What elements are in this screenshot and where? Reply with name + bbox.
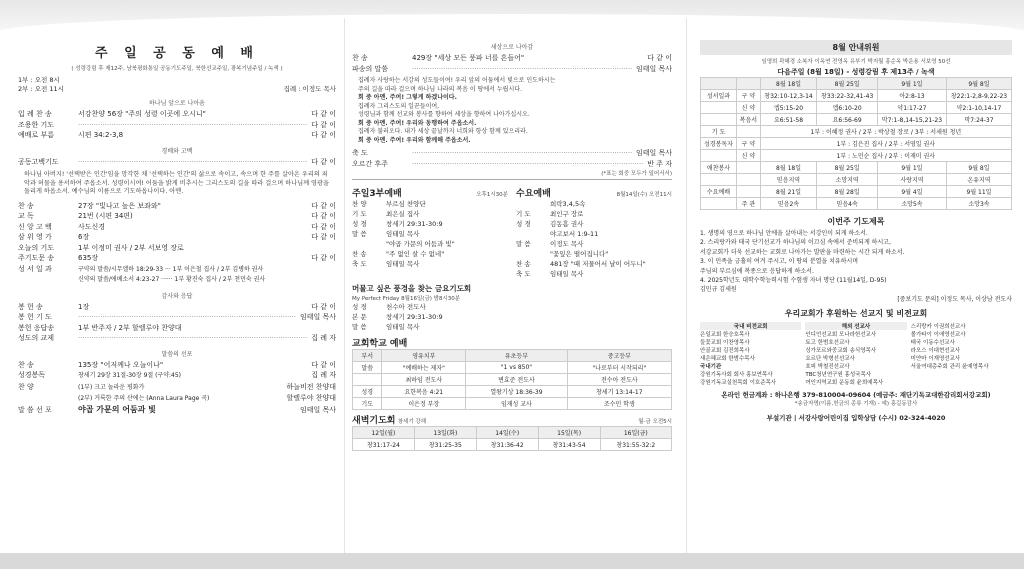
affiliated-org: 부설기관 | 서강사랑어린이집 입학상담 (수시) 02-324-4020	[766, 414, 946, 423]
order-row: 입 례 찬 송 서강찬양 56장 "주의 성령 이곳에 오시니" 다 같 이	[18, 110, 336, 118]
table-cell: 1부 : 노민순 집사 / 2부 : 이재미 권사	[760, 150, 1011, 162]
table-cell: "예배하는 제자"	[382, 362, 466, 374]
list-item: 본 문 창세기 29:31-30:9	[352, 313, 443, 321]
table-row	[353, 362, 672, 374]
mission-col	[805, 322, 906, 386]
table-cell: 열왕기상 18:36-39	[466, 386, 567, 398]
table-cell: 9월 8일	[946, 162, 1011, 174]
table-header: 9월 8일	[946, 78, 1011, 90]
table-cell: 9월 4일	[877, 186, 946, 198]
table-cell: 애찬봉사	[701, 162, 737, 174]
mission-item: 안골교회 김진희목사	[700, 348, 750, 355]
prayer-item: 주님의 부르심에 복종으로 응답하게 하소서.	[700, 267, 814, 275]
dawn-title: 새벽기도회	[352, 416, 396, 426]
table-cell: 기 도	[701, 126, 737, 138]
list-item: 말 씀 임태일 목사	[352, 230, 420, 238]
prayer-item: 4. 2025학년도 대학수학능력시험 수험생 자녀 명단 (11월14일, D-95)	[700, 277, 887, 285]
table-cell: 창31:55-32:2	[600, 439, 671, 451]
mission-title: 우리교회가 후원하는 선교지 및 비전교회	[784, 309, 928, 319]
reading-line: 회 중 아멘. 주여! 우리와 동행하여 주옵소서.	[358, 119, 477, 127]
table-header: 13일(화)	[414, 427, 476, 439]
order-row: 찬 송 27장 "빛나고 높은 보좌와" 다 같 이	[18, 201, 336, 210]
table-cell	[737, 126, 761, 138]
table-cell: 요한복음 4:21	[382, 386, 466, 398]
table-cell	[737, 186, 761, 198]
order-row: 신 앙 고 백 사도신경 다 같 이	[18, 222, 336, 231]
worship-order-column	[18, 30, 336, 553]
prayer-item: 1. 생명의 영으로 하나님 안에을 살아내는 서강인이 되게 하소서.	[700, 230, 868, 237]
table-cell: 소망지역	[817, 174, 878, 186]
dawn-table	[352, 426, 672, 451]
announcement-column	[700, 30, 1012, 553]
table-cell: 8월 21일	[760, 186, 817, 198]
order-row: 삼 위 영 가 6장 다 같 이	[18, 233, 336, 241]
officiant: 집례 : 이정도 목사	[283, 85, 336, 93]
order-row: 성경봉독 창세기 29장 31절-30장 9절 (구약:45) 집 례 자	[18, 371, 336, 379]
service-time-1: 1부 : 오전 8시	[18, 76, 60, 84]
table-row	[701, 114, 1012, 126]
table-cell: 약1:17-27	[877, 102, 946, 114]
mission-item: 토고 한범호선교사	[805, 340, 850, 347]
mission-item: 새은혜교회 한범수목사	[700, 356, 755, 363]
table-cell: 변효준 전도사	[466, 374, 567, 386]
table-header: 8월 18일	[760, 78, 817, 90]
list-item: 기 도 최은실 집사	[352, 210, 420, 218]
order-row: 주기도문 송 635장 다 같 이	[18, 254, 336, 262]
table-cell: 엡5:15-20	[760, 102, 817, 114]
reading-line: 성령님과 함께 선교와 봉사를 향하여 세상을 향하여 나아가십시오.	[358, 111, 530, 118]
table-row	[701, 126, 1012, 138]
table-cell: 믿음2속	[760, 198, 817, 210]
order-row: 조용한 기도 ····· 다 같 이	[18, 120, 336, 131]
table-cell: 창31:43-54	[538, 439, 600, 451]
list-item: 성 경 김동흠 권사	[516, 220, 584, 228]
order-row: 오르간 후주 ····· 반 주 자	[352, 159, 672, 170]
ushers-title: 8월 안내위원	[700, 40, 1012, 55]
prayer-item: 서강교회가 더욱 선교하는 교회로 나아가는 발판을 마련하는 시간 되게 하소서.	[700, 248, 905, 256]
table-cell: 9월 1일	[877, 162, 946, 174]
table-cell: 성경봉독자	[701, 138, 737, 150]
list-item: 성 경 천수아 전도사	[352, 303, 426, 311]
wednesday-service: 수요예배 8월14일(수) 오전11시 희락3,4,5속 기 도 최인구 장로 성 경 김동흠 권사 야고보서 1:9-11 말 씀 이정도 목사 "꽃잎은 떨어집니다" 찬 송 481장 "때 저물어서 날이 어두니" 축 도 임태일 목사	[516, 189, 672, 278]
table-cell: "나로부터 시작되리"	[567, 362, 671, 374]
mission-item: 강원기독교실천목회 이호준목사	[700, 380, 777, 387]
list-item: 찬 양 부르심 찬양단	[352, 200, 426, 208]
order-row: 예배로 부름 시편 34:2-3,8 다 같 이	[18, 131, 336, 139]
mission-item: 들꽃교회 이찬영목사	[700, 340, 750, 347]
table-cell	[737, 162, 761, 174]
table-cell: 이은정 부장	[382, 398, 466, 410]
order-row: 봉헌 응답송 1부 반주자 / 2부 할렐루야 찬양대	[18, 323, 182, 332]
list-item: 성 경 창세기 29:31-30:9	[352, 220, 443, 228]
subtitle: ( 성령강림 후 제12주, 남북평화통일 공동기도주일, 북한선교주일, 광복기념주일 / 녹색 )	[71, 66, 283, 72]
order-row: 오늘의 기도 1부 이정미 권사 / 2부 서보영 장로	[18, 243, 184, 252]
page-title: 주 일 공 동 예 배	[95, 46, 259, 61]
order-row: 봉 헌 송 1장 다 같 이	[18, 302, 336, 311]
table-cell: 믿음지역	[760, 174, 817, 186]
reading-line: 주의 길을 따라 걸으며 하나님 나라의 복음 이 땅에서 누립시다.	[358, 85, 522, 93]
list-item: 희락3,4,5속	[550, 200, 586, 208]
section-heading: 감사와 응답	[161, 292, 193, 300]
order-row: 축 도 ····· 임태일 목사	[352, 148, 672, 159]
table-cell: 창22:1-2,8-9,22-23	[946, 90, 1011, 102]
table-header	[701, 78, 737, 90]
school-title: 교회학교 예배	[352, 339, 408, 349]
table-row	[701, 198, 1012, 210]
mission-item: 여인지역교회 운동회 윤희예목사	[805, 380, 884, 387]
mission-heading: 국내기관	[700, 364, 722, 371]
list-item: 축 도 임태일 목사	[352, 260, 420, 268]
table-row	[353, 439, 672, 451]
fold-line	[344, 18, 345, 553]
table-header	[737, 78, 761, 90]
list-item: 찬 송 "주 없인 살 수 없네"	[352, 250, 445, 258]
table-cell: 1부 : 이혜정 권사 / 2부 : 박상철 장로 / 3부 : 서세원 청년	[760, 126, 1011, 138]
table-cell: 구 약	[737, 138, 761, 150]
table-cell: 창32:10-12,3-14	[760, 90, 817, 102]
account-note: *송금자명(이름,헌금의 종류 기재) - 예) 홍길동감사	[794, 401, 918, 408]
table-header: 중고등부	[567, 350, 671, 362]
table-cell: 말씀	[353, 362, 382, 374]
table-cell: 창세기 13:14-17	[567, 386, 671, 398]
table-row	[701, 102, 1012, 114]
table-cell: 막7:1-8,14-15,21-23	[877, 114, 946, 126]
reading-line: 회 중 아멘. 주여! 그렇게 하겠나이다.	[358, 94, 457, 101]
table-row	[701, 162, 1012, 174]
table-cell: "1 vs 850"	[466, 362, 567, 374]
table-header: 12일(월)	[353, 427, 415, 439]
table-cell: 소망3속	[946, 198, 1011, 210]
order-row: 말 씀 선 포 야곱 가문의 어둠과 빛 임태일 목사	[18, 404, 336, 414]
table-cell: 수요예배	[701, 186, 737, 198]
table-cell: 최하임 전도사	[382, 374, 466, 386]
table-row	[701, 174, 1012, 186]
table-row	[353, 398, 672, 410]
table-cell: 막7:24-37	[946, 114, 1011, 126]
section-heading: 하나님 앞으로 나아옴	[149, 100, 205, 107]
table-row	[701, 90, 1012, 102]
usher-names: 임영희 곽혜경 소복자 이옥연 전영옥 유부기 박지월 홍순옥 박운용 서보영 50선	[761, 59, 951, 65]
middle-column: 세상으로 나아감 찬 송 429장 "세상 모든 풍파 너를 흔들어" 다 같 이 파송의 말씀 ····· 임태일 목사 집례자 사랑하는 서강의 성도들이여! 우리 앞의 어둠에서 빛으로 인도하시는 주의 길을 따라 걸으며 하나님 나라의 복음 이 땅에서 누립시다. 회 중 아멘. 주여! 그렇게 하겠나이다. 집례자 그리스도의 일꾼들이여, 성령님과 함께 선교와 봉사를 향하여 세상을 향하여 나아가십시오. 회 중 아멘. 주여! 우리와 동행하여 주옵소서. 집례자 불러오다. 내가 세상 끝날까지 너희와 항상 함께 있으리라. 회 중 아멘. 주여! 우리와 함께해 주옵소서. 축 도 ····· 임태일 목사 오르간 후주 ····· 반 주 자 (*표는 회중 모두가 일어서서) 주일3부예배 오후1시30분 찬 양 부르심 찬양단 기 도 최은실 집사 성 경 창세기 29:31-30:9 말 씀 임태일 목사 "야곱 가문의 어둠과 빛" 찬 송 "주 없인 살 수 없네" 축 도 임태일 목사 수요예배 8월14일(수) 오전11시 희락3,4,5속 기 도 최인구 장로 성 경 김동흠 권사 야고보서 1:9-11 말 씀 이정도 목사 "꽃잎은 떨어집니다" 찬 송 481장 "때 저물어서 날이 어두니" 축 도 임태일 목사 머물고 싶은 풍경을 찾는 금요기도회 My Perfect Friday 8월16일(금) 밤8시30분 성 경 천수아 전도사 본 문 창세기 29:31-30:9 말 씀 임태일 목사 교회학교 예배 부서 영유치부 유초등부 중고등부 말씀 "예배하는 제자" "1 vs 850" "나로부터 시작되리" 최하임 전도사 변효준 전도사 전수아 전도사 성경 요한복음 4:21 열왕기상 18:36-39 창세기 13:14-17 기도 이은정 부장 임재성 교사 조수민 학생 새벽기도회 창세기 강해 월-금 오전5시 12일(월) 13일(화) 14일(수) 15일(목) 16일(금) 창31:17-24 창31:25-35 창31:36-42 창31:43-54 창31:55-32:2	[352, 30, 672, 553]
order-row: 신약의 말씀/에베소서 4:23-27 ······ 1부 황진숙 집사 / 2부 천민숙 권사	[78, 276, 266, 283]
fold-line	[686, 18, 687, 553]
mission-col	[700, 322, 801, 386]
table-cell: 사랑지역	[877, 174, 946, 186]
table-cell	[701, 174, 737, 186]
mission-list	[700, 322, 1012, 386]
table-cell: 9월 11일	[946, 186, 1011, 198]
table-cell: 주 관	[737, 198, 761, 210]
order-row: 찬 송 135장 "어저께나 오늘이나" 다 같 이	[18, 360, 336, 369]
table-cell: 창33:22-32,41-43	[817, 90, 878, 102]
table-cell: 요6:56-69	[817, 114, 878, 126]
schedule-table	[700, 77, 1012, 210]
table-cell: 성경	[353, 386, 382, 398]
table-cell: 창31:25-35	[414, 439, 476, 451]
order-row: 성도의 교제 ····· 집 례 자	[18, 333, 336, 344]
table-cell: 복음서	[737, 114, 761, 126]
prayer-item: 2. 스리랑카와 태국 단기선교가 하나님의 이끄심 속에서 준비되게 하시고,	[700, 239, 891, 247]
mission-item: 미얀마 이재영선교사	[910, 356, 961, 363]
table-cell: 창31:36-42	[476, 439, 538, 451]
mission-heading: 해외 선교사	[805, 322, 906, 330]
reading-line: 회 중 아멘. 주여! 우리와 함께해 주옵소서.	[358, 136, 471, 144]
mission-item: 태국 이동수선교사	[910, 340, 955, 347]
mission-col	[911, 322, 1012, 386]
table-cell: 8월 28일	[817, 186, 878, 198]
list-item: 야고보서 1:9-11	[550, 230, 599, 238]
table-cell: 전수아 전도사	[567, 374, 671, 386]
table-cell: 임재성 교사	[466, 398, 567, 410]
order-row: 교 독 21번 (시편 34편) 다 같 이	[18, 212, 336, 220]
mission-item: 은일교회 한승호목사	[700, 332, 750, 339]
order-row: 봉 헌 기 도 ····· 임태일 목사	[18, 312, 336, 323]
list-item: "꽃잎은 떨어집니다"	[550, 250, 609, 258]
table-cell	[701, 102, 737, 114]
table-header: 유초등부	[466, 350, 567, 362]
table-cell	[701, 150, 737, 162]
prayer-item: 3. 이 민족을 긍휼히 여겨 주시고, 이 땅의 분열을 치유하시며	[700, 258, 859, 266]
table-cell	[701, 114, 737, 126]
order-row: 찬 송 429장 "세상 모든 풍파 너를 흔들어" 다 같 이	[352, 54, 672, 62]
table-row	[353, 427, 672, 439]
table-header: 15일(목)	[538, 427, 600, 439]
mission-item: 인디언선교회 모나라헌선교사	[805, 332, 877, 339]
mission-item: 서울여대총주회 관리 윤예영목사	[910, 364, 989, 371]
table-header: 16일(금)	[600, 427, 671, 439]
mission-item: 스리랑카 이권희선교사	[910, 324, 966, 331]
mission-item: TBC청년연구원 홍성국목사	[805, 372, 872, 379]
standing-note: (*표는 회중 모두가 일어서서)	[601, 171, 672, 177]
table-cell: 엡6:10-20	[817, 102, 878, 114]
reading-line: 집례자 사랑하는 서강의 성도들이여! 우리 앞의 어둠에서 빛으로 인도하시는	[358, 77, 556, 84]
table-row	[701, 186, 1012, 198]
order-row: 공동고백기도 ····· 다 같 이	[18, 157, 336, 168]
school-table	[352, 349, 672, 410]
table-header: 8월 25일	[817, 78, 878, 90]
mission-item: 볼가타이 이애영선교사	[910, 332, 966, 339]
table-cell: 온유지역	[946, 174, 1011, 186]
table-cell	[701, 198, 737, 210]
table-cell: 성서일과	[701, 90, 737, 102]
table-row	[353, 350, 672, 362]
table-cell: 8월 18일	[760, 162, 817, 174]
mission-item: 요르단 박형선선교사	[805, 356, 855, 363]
friday-service: 머물고 싶은 풍경을 찾는 금요기도회 My Perfect Friday 8월16일(금) 밤8시30분 성 경 천수아 전도사 본 문 창세기 29:31-30:9 말 씀 임태일 목사	[352, 283, 672, 332]
table-cell: 1부 : 김은진 집사 / 2부 : 서영일 권사	[760, 138, 1011, 150]
table-cell: 기도	[353, 398, 382, 410]
section-heading: 경배와 고백	[161, 147, 193, 155]
table-header: 영유치부	[382, 350, 466, 362]
confession-prayer: 하나님 아버지! '선택받은 인간'임을 망각한 채 '선택하는 인간'의 삶으로 속이고, 속으며 한 주를 살아온 우리의 죄악과 허물을 용서하여 주옵소서. 성령이시여! 어둠을 밝게 비추시는 그리스도의 길을 따라 걸으며 하나님께 영광을 돌리게 하옵소서. 예수님의 이름으로 기도하옵나이다. 아멘.	[24, 171, 329, 195]
reading-line: 집례자 그리스도의 일꾼들이여,	[358, 102, 440, 110]
table-header: 9월 1일	[877, 78, 946, 90]
table-row	[701, 150, 1012, 162]
list-item: 기 도 최인구 장로	[516, 210, 584, 218]
table-row	[701, 78, 1012, 90]
table-header: 14일(수)	[476, 427, 538, 439]
table-row	[353, 374, 672, 386]
order-row: 성 서 일 과 구약의 말씀/시무엘하 18:29-33 ··· 1부 이은철 집사 / 2부 김병하 권사	[18, 264, 264, 273]
table-header: 부서	[353, 350, 382, 362]
offering-account: 온라인 헌금계좌 : 하나은행 379-810004-09604 (예금주: 재단기독교대한감리회서강교회)	[721, 391, 991, 400]
table-cell: 구 약	[737, 90, 761, 102]
table-cell: 신 약	[737, 150, 761, 162]
prayer-list	[700, 229, 1012, 304]
table-cell: 약2:1-10,14-17	[946, 102, 1011, 114]
reading-line: 집례자 불러오다. 내가 세상 끝날까지 너희와 항상 함께 있으리라.	[358, 128, 528, 135]
order-row: 찬 양 (1부) 크고 놀라운 평화가 하늘비전 찬양대	[18, 382, 336, 391]
table-row	[353, 386, 672, 398]
table-cell	[353, 374, 382, 386]
responsive-reading	[352, 77, 672, 145]
list-item: 말 씀 이정도 목사	[516, 240, 584, 248]
list-item: 축 도 임태일 목사	[516, 270, 584, 278]
section-heading: 세상으로 나아감	[490, 44, 534, 51]
section-heading: 말씀의 선포	[161, 350, 193, 358]
table-cell: 믿음4속	[817, 198, 878, 210]
bottom-band	[0, 553, 1024, 569]
table-row	[701, 138, 1012, 150]
top-band	[0, 0, 1024, 30]
mission-item: 싱가포르와중교회 송식영목사	[805, 348, 877, 355]
order-row: (2부) 거룩한 주의 산에는 (Anna Laura Page 곡) 할렐루야 찬양대	[78, 394, 336, 402]
mission-heading: 국내 비전교회	[700, 322, 801, 330]
next-sunday: 다음주일 (8월 18일) - 성령강림 후 제13주 / 녹색	[777, 68, 935, 76]
service-time-2: 2부 : 오전 11시	[18, 85, 64, 93]
table-cell: 조수민 학생	[567, 398, 671, 410]
prayer-item: 김민규 김세원	[700, 286, 737, 294]
third-service: 주일3부예배 오후1시30분 찬 양 부르심 찬양단 기 도 최은실 집사 성 경 창세기 29:31-30:9 말 씀 임태일 목사 "야곱 가문의 어둠과 빛" 찬 송 "주 없인 살 수 없네" 축 도 임태일 목사	[352, 189, 508, 268]
table-cell: 신 약	[737, 102, 761, 114]
table-cell: 창31:17-24	[353, 439, 415, 451]
mission-item: 라오스 이대현선교사	[910, 348, 961, 355]
table-cell: 아2:8-13	[877, 90, 946, 102]
table-cell: 소망5속	[877, 198, 946, 210]
list-item: "야곱 가문의 어둠과 빛"	[386, 240, 455, 248]
mission-item: 강원기독사회 회사 홍보연목사	[700, 372, 773, 379]
table-cell: 8월 25일	[817, 162, 878, 174]
mission-item: 호피 박철진선교사	[805, 364, 850, 371]
prayer-item: [중보기도 문의] 이정도 목사, 이상남 전도사	[897, 295, 1012, 303]
prayer-title: 이번주 기도제목	[827, 217, 885, 226]
table-cell	[737, 174, 761, 186]
order-row: 파송의 말씀 ····· 임태일 목사	[352, 64, 672, 75]
list-item: 말 씀 임태일 목사	[352, 323, 420, 331]
table-cell: 요6:51-58	[760, 114, 817, 126]
list-item: 찬 송 481장 "때 저물어서 날이 어두니"	[516, 260, 646, 268]
